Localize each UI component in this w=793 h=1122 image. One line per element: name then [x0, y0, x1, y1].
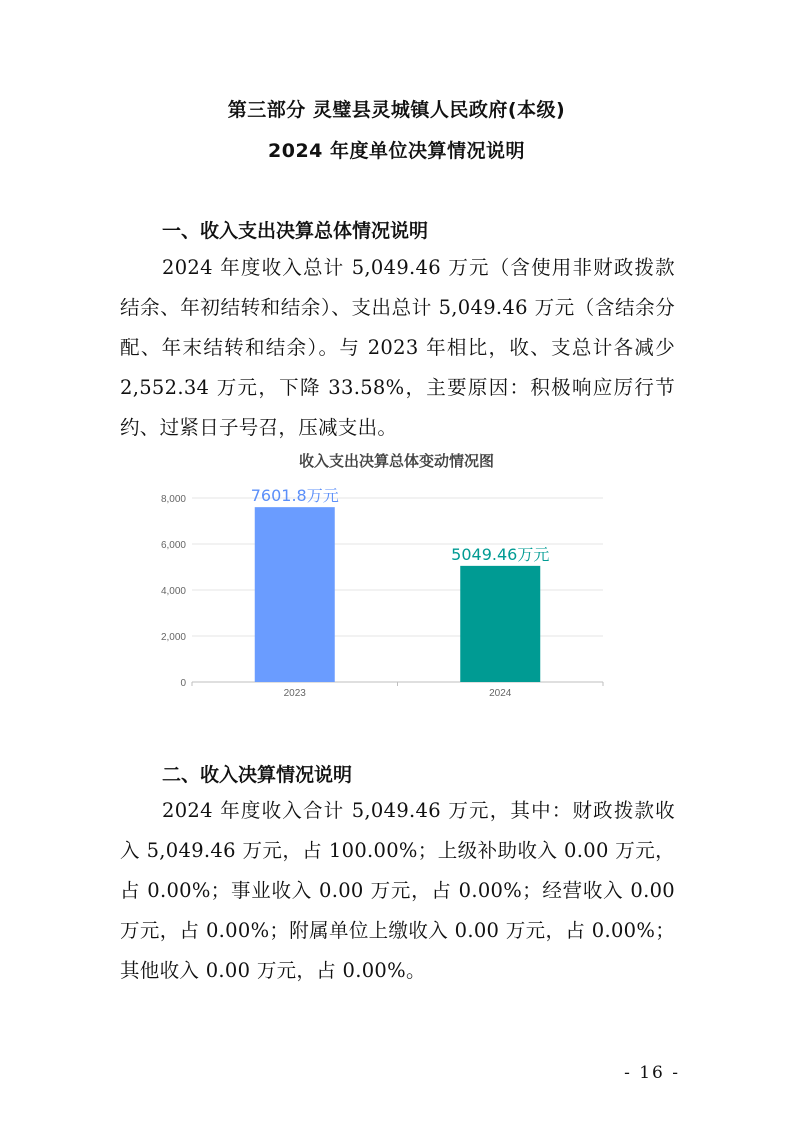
x-tick-label: 2023: [283, 688, 306, 699]
page-number: - 16 -: [624, 1063, 680, 1083]
y-tick-label: 8,000: [160, 494, 186, 505]
page-title-line2: 2024 年度单位决算情况说明: [268, 140, 525, 162]
bar-2024: [460, 566, 540, 682]
x-tick-label: 2024: [489, 688, 512, 699]
y-tick-label: 6,000: [160, 540, 186, 551]
section2-heading: 二、收入决算情况说明: [162, 764, 353, 786]
y-tick-label: 0: [180, 678, 186, 689]
page-title-line1: 第三部分 灵璧县灵城镇人民政府(本级): [227, 99, 566, 121]
section2-paragraph: 2024 年度收入合计 5,049.46 万元，其中：财政拨款收入 5,049.46 万元，占 100.00%；上级补助收入 0.00 万元，占 0.00%；事业收入 0.00 万元，占 0.00%；经营收入 0.00 万元，占 0.00%；附属单位上缴收入 0.00 万元，占 0.00%；其他收入 0.00 万元，占 0.00%。: [120, 799, 675, 982]
bar-2023: [255, 507, 335, 682]
data-label-2023: 7601.8万元: [250, 486, 339, 506]
section1-paragraph: 2024 年度收入总计 5,049.46 万元（含使用非财政拨款结余、年初结转和结余）、支出总计 5,049.46 万元（含结余分配、年末结转和结余）。与 2023 年相比，收、支总计各减少 2,552.34 万元，下降 33.58%，主要原因：积极响应厉行节约、过紧日子号召，压减支出。: [120, 256, 675, 439]
y-tick-label: 4,000: [160, 586, 186, 597]
y-tick-label: 2,000: [160, 632, 186, 643]
data-label-2024: 5049.46万元: [451, 544, 550, 564]
section1-heading: 一、收入支出决算总体情况说明: [162, 220, 429, 242]
chart-title: 收入支出决算总体变动情况图: [298, 452, 494, 470]
bar-chart: [145, 478, 615, 700]
